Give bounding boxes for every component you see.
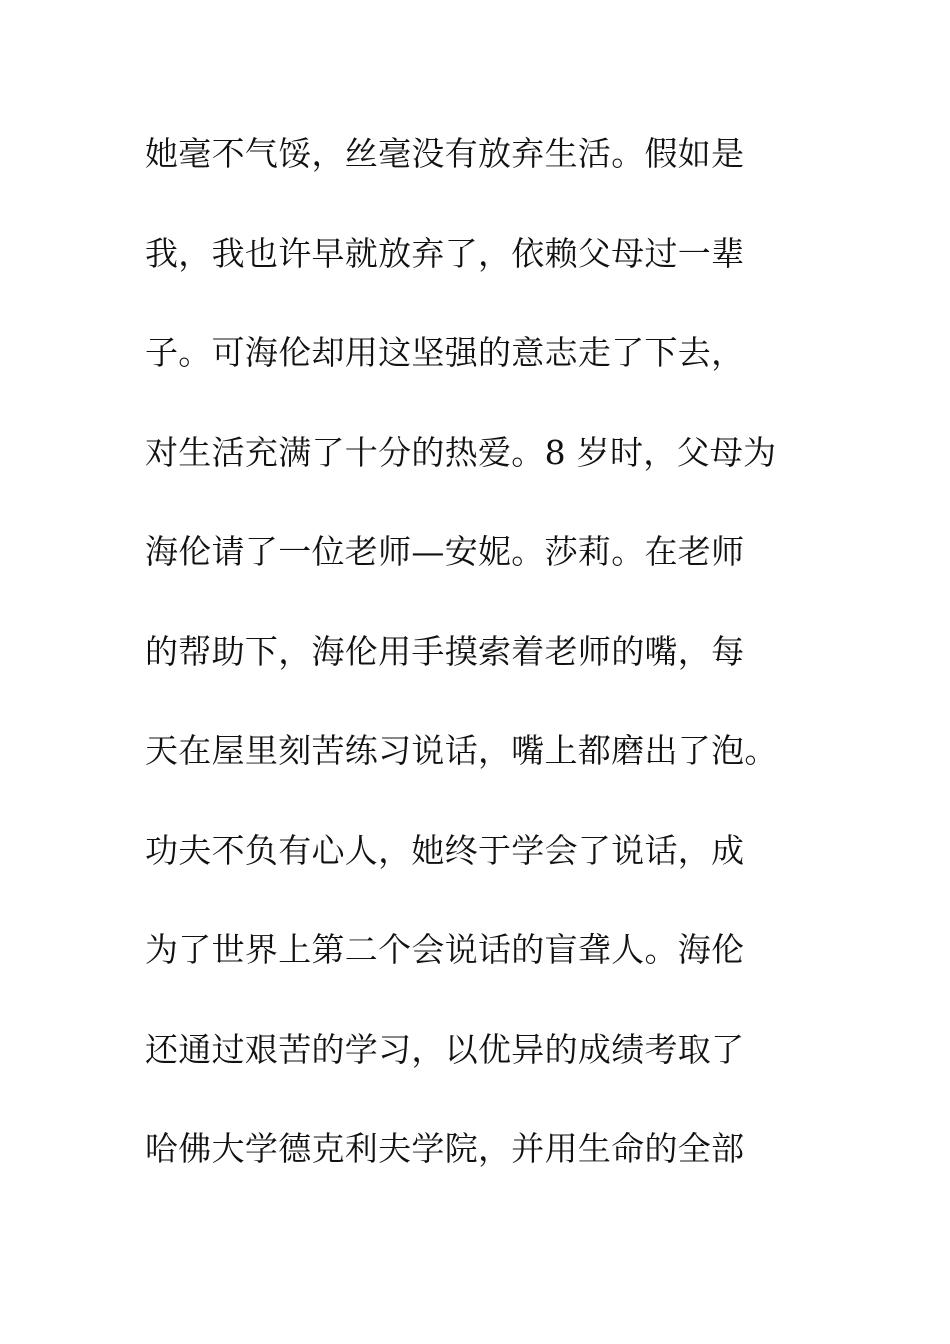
text-line-9: 为了世界上第二个会说话的盲聋人。海伦 (145, 930, 745, 969)
text-line-5: 海伦请了一位老师—安妮。莎莉。在老师 (145, 532, 745, 571)
body-text (145, 128, 825, 1223)
text-line-10: 还通过艰苦的学习，以优异的成绩考取了 (145, 1029, 745, 1069)
text-line-6: 的帮助下，海伦用手摸索着老师的嘴，每 (145, 631, 745, 671)
text-line-11: 哈佛大学德克利夫学院，并用生命的全部 (145, 1129, 745, 1168)
text-line-3: 子。可海伦却用这坚强的意志走了下去， (145, 333, 745, 372)
text-line-2: 我，我也许早就放弃了，依赖父母过一辈 (145, 233, 745, 273)
text-line-1: 她毫不气馁，丝毫没有放弃生活。假如是 (145, 134, 745, 173)
text-line-8: 功夫不负有心人，她终于学会了说话，成 (145, 830, 745, 870)
text-line-4: 对生活充满了十分的热爱。8 岁时，父母为 (145, 432, 777, 472)
text-line-7: 天在屋里刻苦练习说话，嘴上都磨出了泡。 (145, 731, 778, 770)
